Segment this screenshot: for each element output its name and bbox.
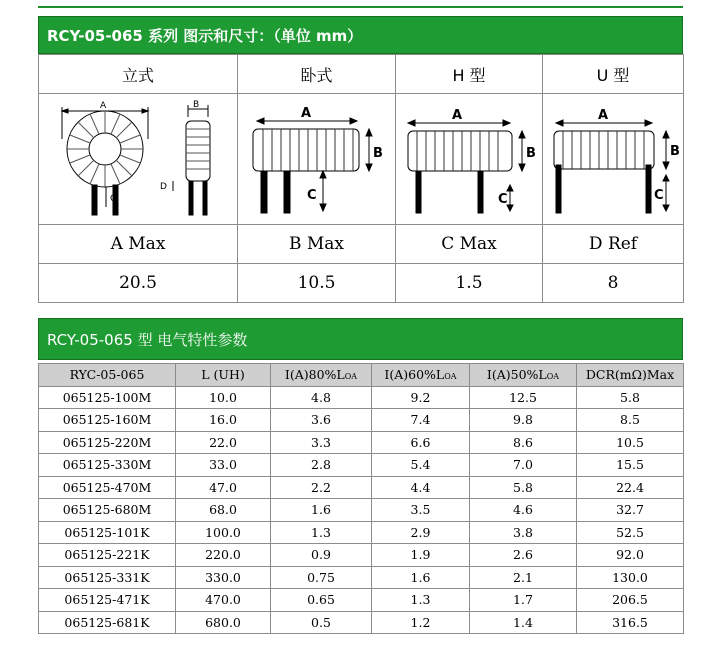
value-a: 20.5 xyxy=(39,264,238,303)
col-header-i80: I(A)80%LOA xyxy=(271,364,372,387)
table-row xyxy=(39,386,684,409)
cell-dcr: 316.5 xyxy=(577,611,684,634)
table-row xyxy=(39,476,684,499)
cell-inductance: 680.0 xyxy=(176,611,271,634)
dimensions-header-row xyxy=(39,55,684,94)
cell-current-80: 3.6 xyxy=(271,409,372,432)
dimensions-table xyxy=(38,54,684,303)
cell-current-80: 0.65 xyxy=(271,589,372,612)
cell-part-number: 065125-471K xyxy=(39,589,176,612)
figure-label-b: B xyxy=(525,146,536,161)
cell-current-80: 2.8 xyxy=(271,454,372,477)
vertical-mount-drawing xyxy=(48,99,228,219)
figures-row xyxy=(39,94,684,225)
cell-current-80: 4.8 xyxy=(271,386,372,409)
cell-current-60: 1.9 xyxy=(372,544,470,567)
cell-current-60: 7.4 xyxy=(372,409,470,432)
table-row xyxy=(39,431,684,454)
cell-current-80: 0.5 xyxy=(271,611,372,634)
cell-current-80: 1.3 xyxy=(271,521,372,544)
figure-label-b: B xyxy=(372,146,383,161)
figure-label-b: B xyxy=(669,144,680,159)
header-horizontal: 卧式 xyxy=(238,55,396,94)
cell-part-number: 065125-221K xyxy=(39,544,176,567)
cell-current-80: 0.9 xyxy=(271,544,372,567)
figure-label-b: B xyxy=(193,100,200,110)
cell-current-50: 1.4 xyxy=(470,611,577,634)
dimension-label-row xyxy=(39,225,684,264)
table-row xyxy=(39,454,684,477)
cell-part-number: 065125-331K xyxy=(39,566,176,589)
cell-dcr: 10.5 xyxy=(577,431,684,454)
cell-current-50: 2.6 xyxy=(470,544,577,567)
table-row xyxy=(39,521,684,544)
dimension-value-row xyxy=(39,264,684,303)
electrical-title-banner: RCY-05-065 型 电气特性参数 xyxy=(38,318,683,360)
figure-label-c: C xyxy=(497,192,508,207)
cell-current-50: 4.6 xyxy=(470,499,577,522)
figure-label-a: A xyxy=(451,108,462,123)
cell-dcr: 8.5 xyxy=(577,409,684,432)
cell-current-60: 1.2 xyxy=(372,611,470,634)
cell-inductance: 100.0 xyxy=(176,521,271,544)
cell-current-60: 2.9 xyxy=(372,521,470,544)
header-vertical: 立式 xyxy=(39,55,238,94)
cell-part-number: 065125-681K xyxy=(39,611,176,634)
label-a-max: A Max xyxy=(39,225,238,264)
cell-dcr: 22.4 xyxy=(577,476,684,499)
col-header-part: RYC-05-065 xyxy=(39,364,176,387)
cell-current-50: 3.8 xyxy=(470,521,577,544)
cell-inductance: 33.0 xyxy=(176,454,271,477)
cell-dcr: 206.5 xyxy=(577,589,684,612)
cell-current-60: 9.2 xyxy=(372,386,470,409)
cell-current-60: 1.3 xyxy=(372,589,470,612)
cell-inductance: 68.0 xyxy=(176,499,271,522)
cell-dcr: 5.8 xyxy=(577,386,684,409)
cell-current-60: 1.6 xyxy=(372,566,470,589)
header-u-type: U 型 xyxy=(543,55,684,94)
h-type-drawing xyxy=(402,99,537,219)
cell-dcr: 92.0 xyxy=(577,544,684,567)
cell-current-60: 6.6 xyxy=(372,431,470,454)
col-header-dcr: DCR(mΩ)Max xyxy=(577,364,684,387)
cell-current-50: 12.5 xyxy=(470,386,577,409)
cell-current-60: 3.5 xyxy=(372,499,470,522)
value-d: 8 xyxy=(543,264,684,303)
col-header-i60: I(A)60%LOA xyxy=(372,364,470,387)
vertical-figure-cell xyxy=(39,94,238,225)
top-rule xyxy=(38,6,683,8)
cell-dcr: 52.5 xyxy=(577,521,684,544)
cell-current-50: 9.8 xyxy=(470,409,577,432)
col-header-i50: I(A)50%LOA xyxy=(470,364,577,387)
figure-label-d: D xyxy=(160,182,167,192)
cell-inductance: 47.0 xyxy=(176,476,271,499)
header-h-type: H 型 xyxy=(396,55,543,94)
cell-current-80: 3.3 xyxy=(271,431,372,454)
h-type-figure-cell xyxy=(396,94,543,225)
cell-current-80: 1.6 xyxy=(271,499,372,522)
cell-part-number: 065125-470M xyxy=(39,476,176,499)
cell-current-50: 2.1 xyxy=(470,566,577,589)
cell-current-50: 8.6 xyxy=(470,431,577,454)
col-header-inductance: L (UH) xyxy=(176,364,271,387)
cell-dcr: 130.0 xyxy=(577,566,684,589)
label-b-max: B Max xyxy=(238,225,396,264)
cell-part-number: 065125-220M xyxy=(39,431,176,454)
table-row xyxy=(39,409,684,432)
table-row xyxy=(39,589,684,612)
cell-current-60: 5.4 xyxy=(372,454,470,477)
cell-current-50: 7.0 xyxy=(470,454,577,477)
electrical-table-body xyxy=(39,386,684,634)
cell-inductance: 16.0 xyxy=(176,409,271,432)
cell-current-80: 2.2 xyxy=(271,476,372,499)
cell-part-number: 065125-680M xyxy=(39,499,176,522)
cell-current-60: 4.4 xyxy=(372,476,470,499)
label-d-ref: D Ref xyxy=(543,225,684,264)
cell-inductance: 330.0 xyxy=(176,566,271,589)
label-c-max: C Max xyxy=(396,225,543,264)
cell-current-50: 1.7 xyxy=(470,589,577,612)
value-c: 1.5 xyxy=(396,264,543,303)
table-row xyxy=(39,499,684,522)
cell-inductance: 22.0 xyxy=(176,431,271,454)
table-row xyxy=(39,566,684,589)
electrical-table xyxy=(38,363,684,634)
cell-current-50: 5.8 xyxy=(470,476,577,499)
figure-label-a: A xyxy=(597,108,608,123)
u-type-drawing xyxy=(546,99,681,219)
figure-label-a: A xyxy=(300,106,311,121)
table-row xyxy=(39,611,684,634)
u-type-figure-cell xyxy=(543,94,684,225)
cell-part-number: 065125-160M xyxy=(39,409,176,432)
cell-inductance: 220.0 xyxy=(176,544,271,567)
electrical-header-row xyxy=(39,364,684,387)
value-b: 10.5 xyxy=(238,264,396,303)
figure-label-c: C xyxy=(110,194,117,204)
cell-dcr: 32.7 xyxy=(577,499,684,522)
cell-part-number: 065125-100M xyxy=(39,386,176,409)
cell-inductance: 470.0 xyxy=(176,589,271,612)
horizontal-mount-drawing xyxy=(247,99,387,219)
horizontal-figure-cell xyxy=(238,94,396,225)
cell-dcr: 15.5 xyxy=(577,454,684,477)
cell-part-number: 065125-330M xyxy=(39,454,176,477)
table-row xyxy=(39,544,684,567)
cell-inductance: 10.0 xyxy=(176,386,271,409)
cell-part-number: 065125-101K xyxy=(39,521,176,544)
figure-label-c: C xyxy=(306,188,317,203)
figure-label-c: C xyxy=(653,188,664,203)
figure-label-a: A xyxy=(100,101,107,111)
cell-current-80: 0.75 xyxy=(271,566,372,589)
dimensions-title-banner: RCY-05-065 系列 图示和尺寸：（单位 mm） xyxy=(38,16,683,54)
